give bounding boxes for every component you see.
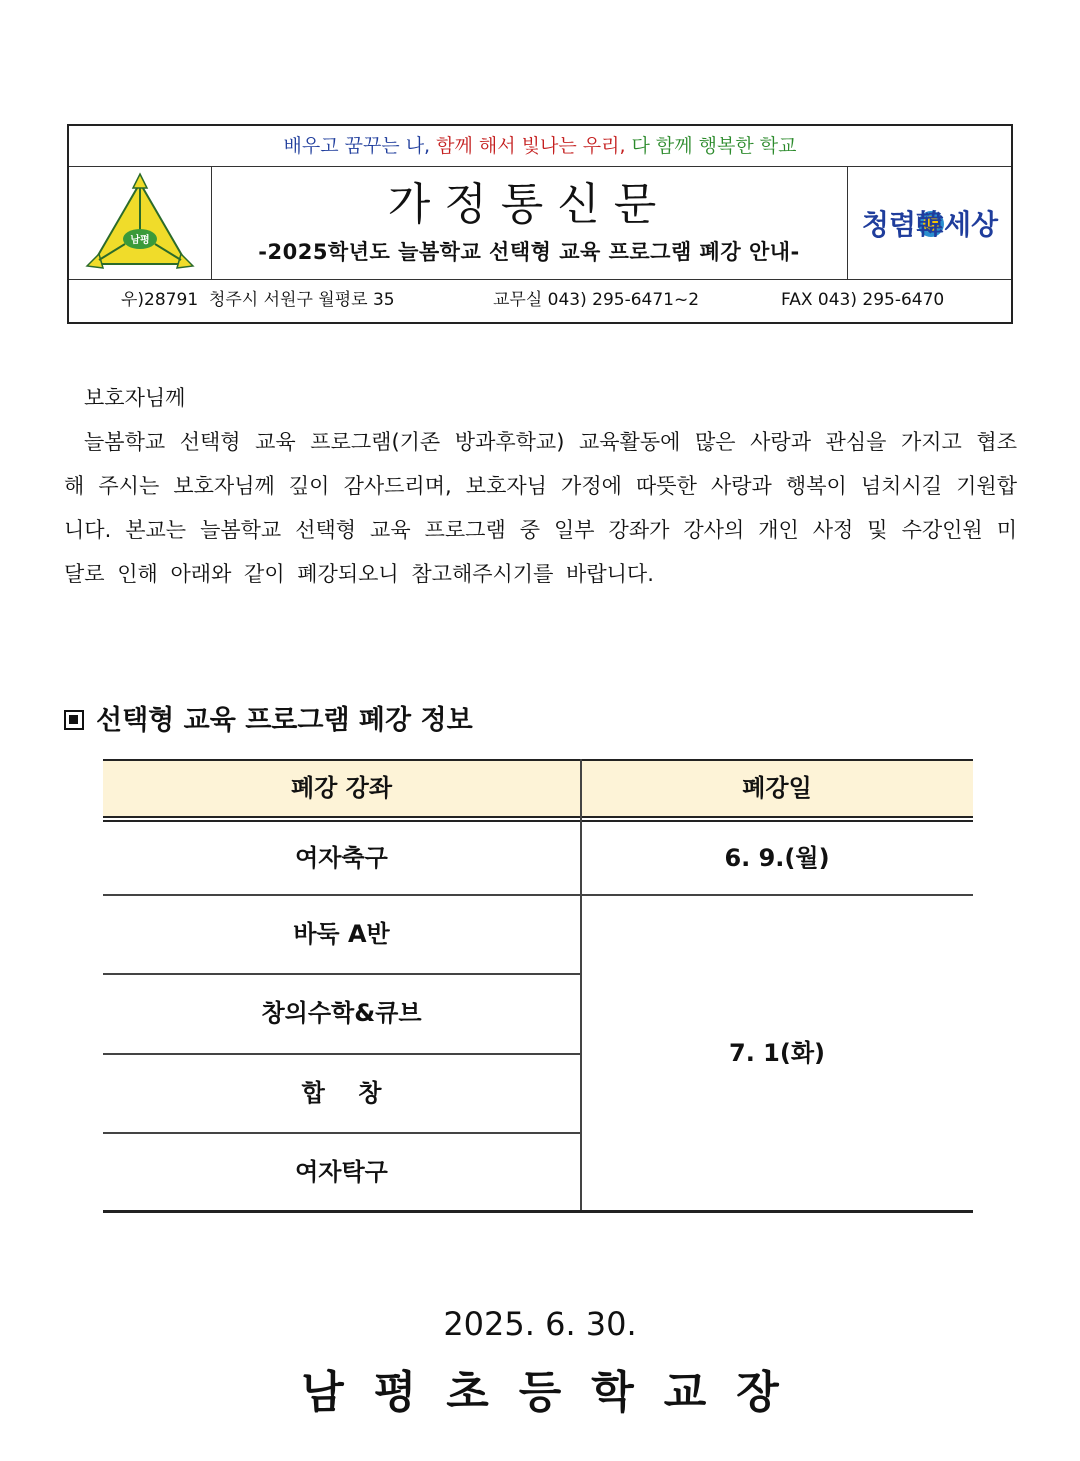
integrity-slogan-logo — [848, 166, 1012, 279]
document-subtitle: -2025학년도 늘봄학교 선택형 교육 프로그램 폐강 안내- — [258, 240, 800, 264]
letterhead-main-row — [69, 166, 1011, 280]
section-title-text: 선택형 교육 프로그램 폐강 정보 — [96, 705, 473, 736]
school-address: 우)28791 청주시 서원구 월평로 35 — [121, 290, 395, 310]
motto-part-3: 다 함께 행복한 학교 — [631, 135, 797, 157]
section-title — [64, 698, 473, 737]
header-date: 폐강일 — [742, 774, 812, 802]
table-header-row — [103, 761, 973, 816]
contact-row — [69, 279, 1011, 322]
brand-text: 청렴韓세상 — [861, 208, 999, 241]
document-title: 가정통신문 — [387, 179, 671, 230]
school-logo-cell — [69, 166, 212, 279]
motto-part-2: 함께 해서 빛나는 우리, — [436, 135, 632, 157]
title-cell — [211, 166, 847, 279]
salutation: 보호자님께 — [84, 386, 186, 410]
table-row: 창의수학&큐브 — [261, 999, 422, 1027]
integrity-brand-cell — [847, 166, 1012, 279]
letter-body: 늘봄학교 선택형 교육 프로그램(기존 방과후학교) 교육활동에 많은 사랑과 관심을 가지고 협조해 주시는 보호자님께 깊이 감사드리며, 보호자님 가정에 따뜻한 사랑과 행복이 넘치시길 기원합니다. 본교는 늘봄학교 선택형 교육 프로그램 중 일부 강좌가 강사의 개인 사정 및 수강인원 미달로 인해 아래와 같이 폐강되오니 참고해주시기를 바랍니다. — [64, 430, 1017, 586]
letterhead — [67, 124, 1013, 324]
header-course: 폐강 강좌 — [290, 774, 393, 802]
motto-part-1: 배우고 꿈꾸는 나, — [283, 135, 437, 157]
table-row: 합 창 — [301, 1079, 382, 1107]
closing-date-cell-merged: 7. 1(화) — [729, 1039, 825, 1067]
table-row: 여자탁구 — [295, 1158, 388, 1186]
table-row: 바둑 A반 — [293, 920, 390, 948]
table-bottom-rule — [103, 1210, 973, 1213]
issue-date: 2025. 6. 30. — [443, 1305, 637, 1343]
principal-signature: 남평초등학교장 — [301, 1367, 809, 1418]
fax-number: FAX 043) 295-6470 — [781, 290, 945, 310]
closing-date-cell: 6. 9.(월) — [724, 844, 830, 872]
header-double-rule — [103, 816, 973, 818]
emblem-text: 남평 — [130, 235, 150, 246]
square-bullet-icon — [64, 710, 84, 730]
office-phone: 교무실 043) 295-6471~2 — [493, 290, 700, 310]
school-emblem-icon — [69, 166, 211, 279]
school-motto — [69, 126, 1011, 167]
table-row: 여자축구 — [295, 844, 388, 872]
